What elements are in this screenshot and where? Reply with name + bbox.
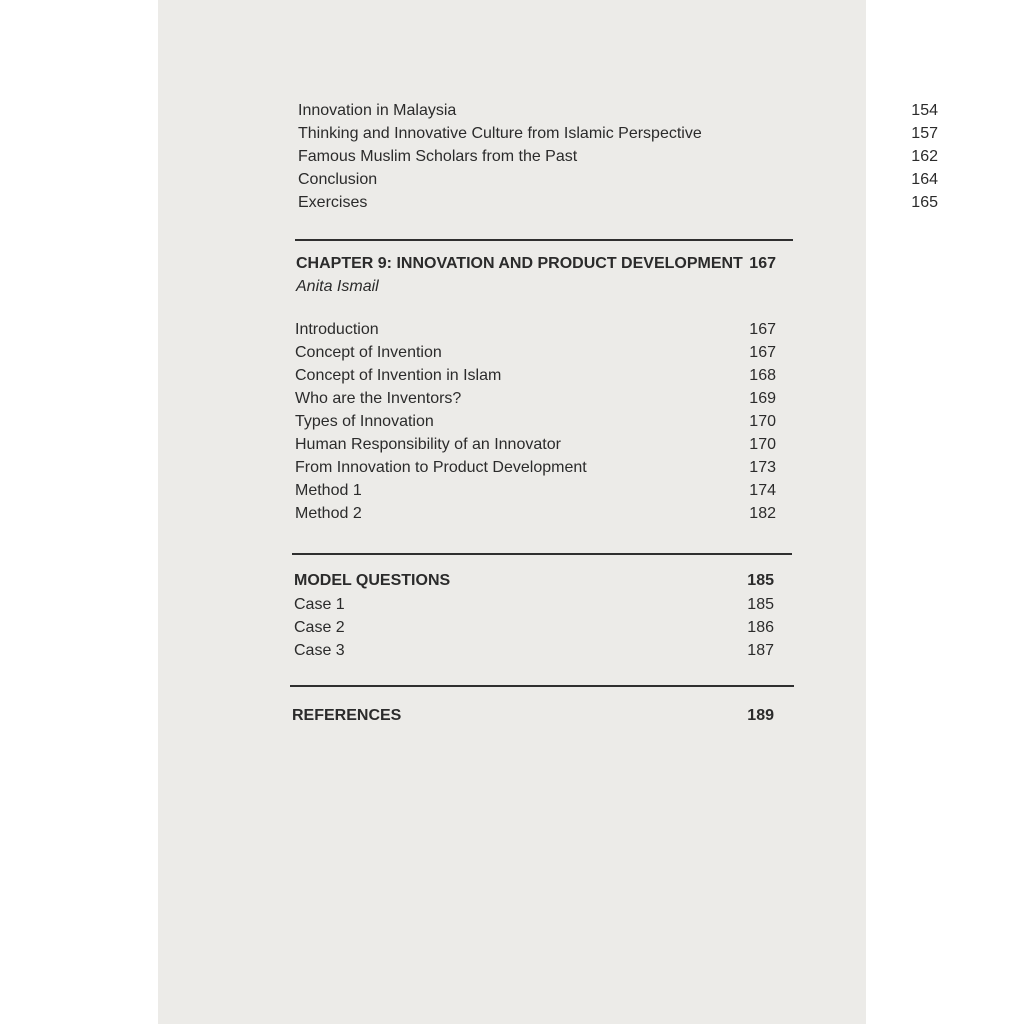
section-divider [295, 239, 793, 241]
chapter-9-section [296, 252, 936, 298]
chapter-heading [296, 252, 776, 276]
entry-title: Case 1 [294, 596, 345, 613]
entry-title: Method 1 [295, 482, 362, 499]
toc-entry [295, 456, 776, 479]
toc-entry [298, 191, 938, 214]
section-title: MODEL QUESTIONS [294, 572, 451, 589]
toc-entry [295, 479, 776, 502]
section-divider [290, 685, 794, 687]
toc-entry [295, 318, 776, 341]
entry-page: 168 [749, 367, 776, 384]
model-questions-section [294, 569, 774, 662]
entry-page: 185 [747, 596, 774, 613]
chapter-9-entries [295, 318, 776, 525]
toc-entry [295, 502, 776, 525]
toc-entry [294, 639, 774, 662]
entry-title: Exercises [298, 194, 368, 211]
section-page: 189 [747, 707, 774, 724]
entry-title: Conclusion [298, 171, 378, 188]
toc-entry [295, 364, 776, 387]
toc-entry [298, 168, 938, 191]
entry-page: 187 [747, 642, 774, 659]
entry-page: 169 [749, 390, 776, 407]
entry-title: Thinking and Innovative Culture from Islamic Perspective [298, 125, 702, 142]
entry-title: Human Responsibility of an Innovator [295, 436, 561, 453]
toc-entry [295, 410, 776, 433]
entry-title: Concept of Invention [295, 344, 442, 361]
entry-title: Case 3 [294, 642, 345, 659]
entry-title: Innovation in Malaysia [298, 102, 457, 119]
toc-entry [298, 145, 938, 168]
entry-page: 173 [749, 459, 776, 476]
previous-chapter-entries [298, 99, 938, 214]
entry-title: Case 2 [294, 619, 345, 636]
entry-page: 154 [911, 102, 938, 119]
entry-title: Who are the Inventors? [295, 390, 462, 407]
entry-page: 170 [749, 436, 776, 453]
entry-title: From Innovation to Product Development [295, 459, 587, 476]
entry-title: Introduction [295, 321, 379, 338]
references-heading [292, 704, 774, 728]
toc-entry [298, 99, 938, 122]
entry-title: Types of Innovation [295, 413, 434, 430]
entry-title: Famous Muslim Scholars from the Past [298, 148, 578, 165]
book-page [158, 0, 938, 1024]
entry-page: 167 [749, 321, 776, 338]
chapter-author: Anita Ismail [296, 278, 379, 295]
entry-title: Method 2 [295, 505, 362, 522]
entry-page: 167 [749, 344, 776, 361]
toc-entry [295, 387, 776, 410]
section-title: REFERENCES [292, 707, 402, 724]
entry-page: 157 [911, 125, 938, 142]
entry-title: Concept of Invention in Islam [295, 367, 502, 384]
toc-entry [294, 616, 774, 639]
entry-page: 165 [911, 194, 938, 211]
chapter-page: 167 [749, 255, 776, 272]
references-section [292, 704, 774, 728]
toc-entry [295, 433, 776, 456]
entry-page: 174 [749, 482, 776, 499]
entry-page: 170 [749, 413, 776, 430]
toc-entry [295, 341, 776, 364]
entry-page: 162 [911, 148, 938, 165]
toc-entry [298, 122, 938, 145]
section-divider [292, 553, 792, 555]
entry-page: 164 [911, 171, 938, 188]
entry-page: 186 [747, 619, 774, 636]
model-questions-heading [294, 569, 774, 593]
section-page: 185 [747, 572, 774, 589]
entry-page: 182 [749, 505, 776, 522]
chapter-title: CHAPTER 9: INNOVATION AND PRODUCT DEVELOPMENT [296, 255, 743, 272]
toc-entry [294, 593, 774, 616]
